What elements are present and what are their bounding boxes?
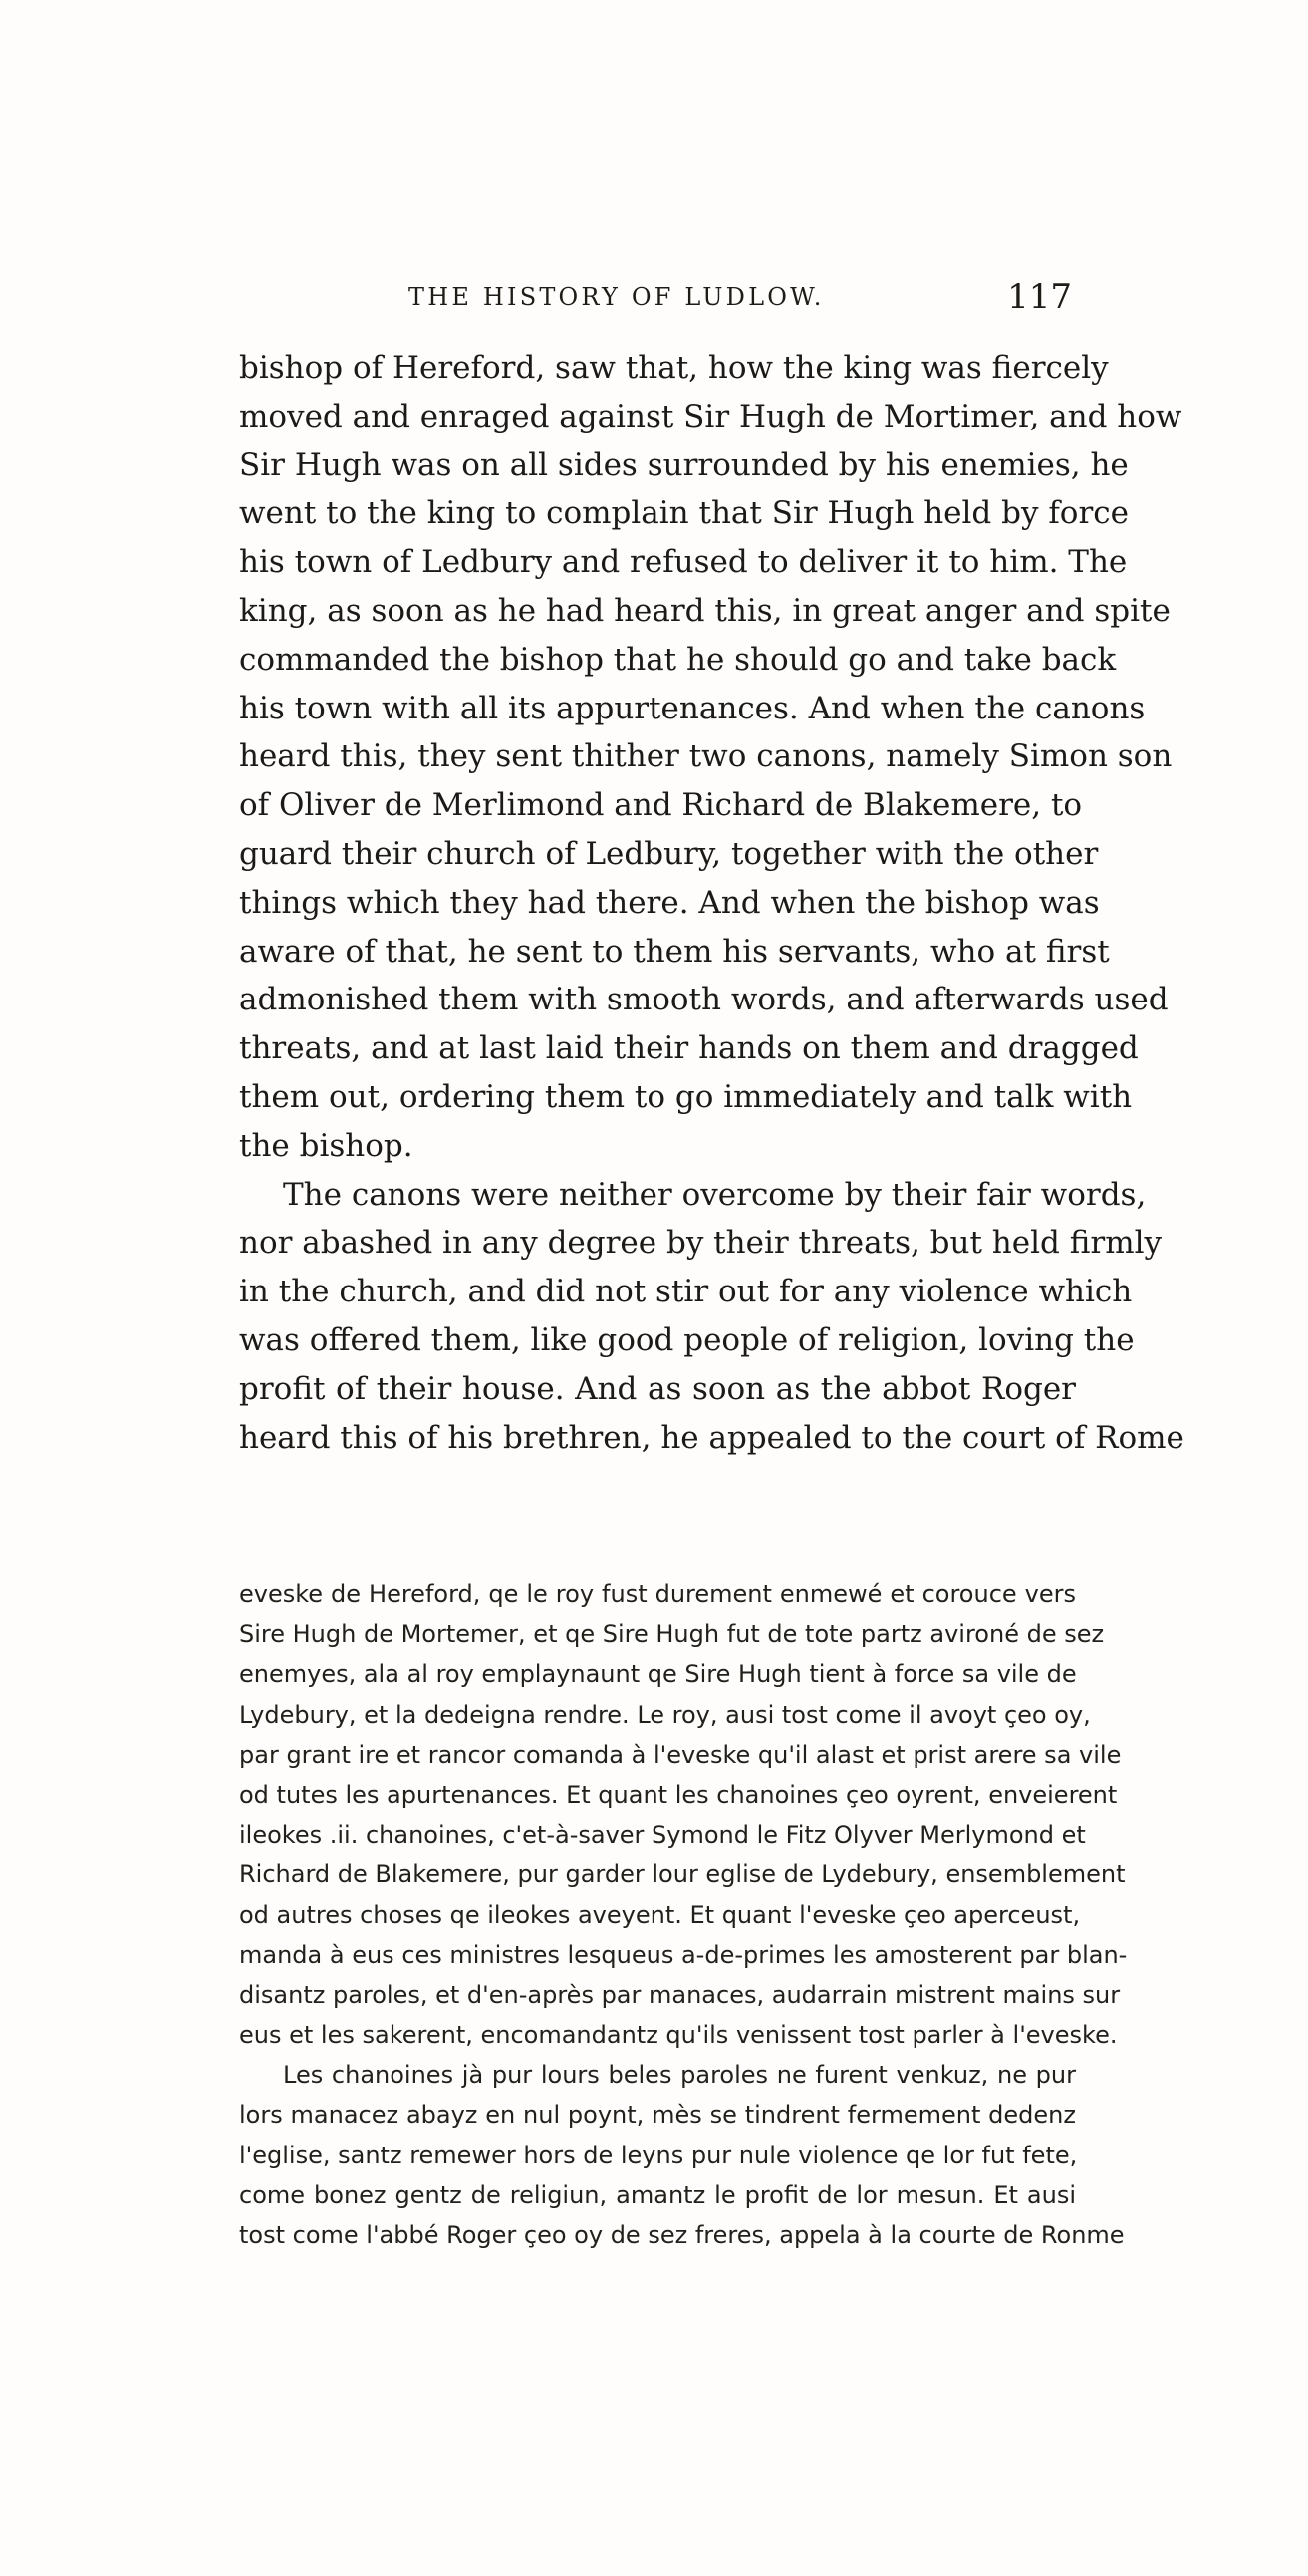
main-text-line: his town with all its appurtenances. And when the canons (239, 690, 1146, 726)
running-head (239, 277, 1072, 327)
running-title: THE HISTORY OF LUDLOW. (408, 283, 825, 311)
note-line: od tutes les apurtenances. Et quant les chanoines çeo oyrent, enveierent (239, 1780, 1118, 1809)
old-french-original (239, 1574, 1128, 2255)
note-line: come bonez gentz de religiun, amantz le profit de lor mesun. Et ausi (239, 2180, 1076, 2209)
main-text-line: nor abashed in any degree by their threats, but held firmly (239, 1225, 1163, 1262)
main-text-line: profit of their house. And as soon as the abbot Roger (239, 1370, 1076, 1407)
main-text (239, 344, 1184, 1462)
note-line: Les chanoines jà pur lours beles paroles ne furent venkuz, ne pur (283, 2061, 1076, 2090)
main-text-line: in the church, and did not stir out for any violence which (239, 1274, 1133, 1310)
main-text-line: admonished them with smooth words, and afterwards used (239, 982, 1169, 1018)
main-text-line: moved and enraged against Sir Hugh de Mortimer, and how (239, 398, 1182, 434)
main-text-line: The canons were neither overcome by their fair words, (283, 1176, 1147, 1213)
main-text-line: commanded the bishop that he should go and take back (239, 641, 1117, 678)
main-text-line: of Oliver de Merlimond and Richard de Blakemere, to (239, 787, 1083, 824)
note-line: l'eglise, santz remewer hors de leyns pur nule violence qe lor fut fete, (239, 2141, 1078, 2169)
main-text-line: guard their church of Ledbury, together with the other (239, 835, 1099, 872)
main-text-line: king, as soon as he had heard this, in great anger and spite (239, 592, 1171, 629)
main-text-line: heard this, they sent thither two canons, namely Simon son (239, 738, 1173, 775)
note-line: tost come l'abbé Roger çeo oy de sez freres, appela à la courte de Ronme (239, 2221, 1125, 2249)
main-text-line: bishop of Hereford, saw that, how the king was fiercely (239, 350, 1109, 386)
note-line: enemyes, ala al roy emplaynaunt qe Sire Hugh tient à force sa vile de (239, 1660, 1077, 1689)
page-number: 117 (1007, 277, 1072, 317)
main-text-line: threats, and at last laid their hands on them and dragged (239, 1030, 1139, 1067)
note-line: od autres choses qe ileokes aveyent. Et quant l'eveske çeo aperceust, (239, 1900, 1081, 1929)
main-text-line: went to the king to complain that Sir Hugh held by force (239, 495, 1129, 532)
note-line: disantz paroles, et d'en-après par manaces, audarrain mistrent mains sur (239, 1980, 1121, 2009)
note-line: ileokes .ii. chanoines, c'et-à-saver Symond le Fitz Olyver Merlymond et (239, 1821, 1086, 1850)
main-text-line: things which they had there. And when the bishop was (239, 884, 1100, 921)
note-line: Richard de Blakemere, pur garder lour eglise de Lydebury, ensemblement (239, 1860, 1126, 1889)
main-text-line: heard this of his brethren, he appealed to the court of Rome (239, 1419, 1184, 1456)
note-line: Sire Hugh de Mortemer, et qe Sire Hugh fut de tote partz avironé de sez (239, 1620, 1105, 1649)
note-line: lors manacez abayz en nul poynt, mès se tindrent fermement dedenz (239, 2101, 1076, 2130)
note-line: eveske de Hereford, qe le roy fust durement enmewé et corouce vers (239, 1580, 1076, 1608)
main-text-line: them out, ordering them to go immediately and talk with (239, 1078, 1133, 1115)
note-line: eus et les sakerent, encomandantz qu'ils venissent tost parler à l'eveske. (239, 2021, 1118, 2050)
note-line: manda à eus ces ministres lesqueus a-de-primes les amosterent par blan- (239, 1940, 1128, 1969)
main-text-line: aware of that, he sent to them his servants, who at first (239, 933, 1110, 970)
note-line: Lydebury, et la dedeigna rendre. Le roy, ausi tost come il avoyt çeo oy, (239, 1700, 1091, 1729)
main-text-line: was offered them, like good people of religion, loving the (239, 1321, 1135, 1358)
main-text-line: his town of Ledbury and refused to deliver it to him. The (239, 544, 1128, 581)
main-text-line: the bishop. (239, 1127, 413, 1164)
note-line: par grant ire et rancor comanda à l'eveske qu'il alast et prist arere sa vile (239, 1740, 1122, 1769)
main-text-line: Sir Hugh was on all sides surrounded by his enemies, he (239, 446, 1129, 483)
